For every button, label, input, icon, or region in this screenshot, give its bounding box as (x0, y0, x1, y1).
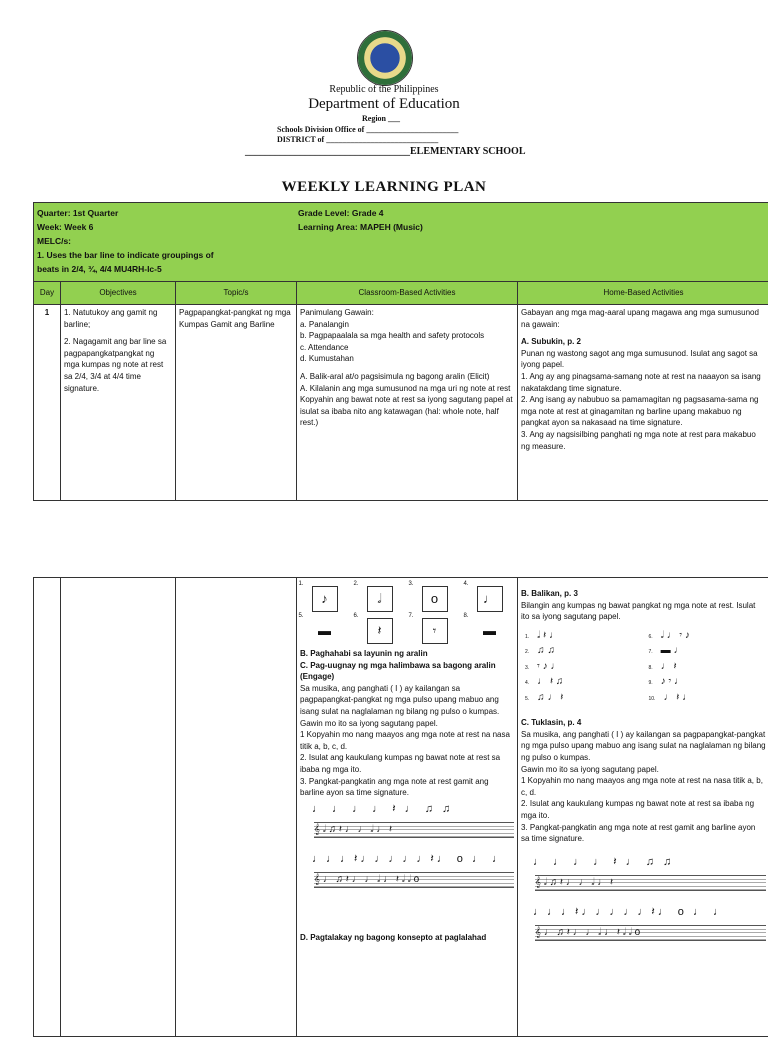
column-header-row (34, 282, 768, 305)
class-line: A. Balik-aral at/o pagsisimula ng bagong aralin (Elicit) (300, 371, 514, 383)
topic-cell-empty (176, 578, 297, 1037)
rhythm-a-figure: ♩ ♩ ♩ ♩ 𝄽 ♩ ♫ ♫ (312, 802, 514, 818)
col-day: Day (34, 282, 61, 305)
home-p4: 2. Isulat ang kaukulang kumpas ng bawat note at rest sa ibaba ng mga ito. (521, 798, 766, 821)
col-home: Home-Based Activities (518, 282, 768, 305)
class-c: C. Pag-uugnay ng mga halimbawa sa bagong aralin (Engage) (300, 660, 514, 683)
home-cell (518, 305, 768, 501)
whole-note-icon: 3. o (422, 586, 448, 612)
home-line: 2. Ang isang ay nabubuo sa pamamagitan ng pagsasama-sama ng mga note at rest at ginagamitan ng barline upang makabuo ng pangkat ayon sa nakasaad na time signature. (521, 394, 766, 429)
staff-d-figure: 𝄞 ♩ ♫ 𝄽 ♩ ♩ 𝅗𝅥 ♩ 𝄽 𝅗𝅥 𝅗𝅥 o (314, 872, 514, 888)
home-line: 1. Ang ay ang pinagsama-samang note at rest na naaayon sa isang nakatakdang time signature. (521, 371, 766, 394)
class-line: b. Pagpapaalala sa mga health and safety protocols (300, 330, 514, 342)
class-line: Panimulang Gawain: (300, 307, 514, 319)
home-p3: 1 Kopyahin mo nang maayos ang mga note at rest na nasa titik a, b, c, d. (521, 775, 766, 798)
department-line: Department of Education (0, 96, 768, 113)
home-line: Punan ng wastong sagot ang mga sumusunod. Isulat ang sagot sa iyong papel. (521, 348, 766, 371)
melc-item-cont: beats in 2/4, ¾, 4/4 MU4RH-Ic-5 (37, 262, 214, 276)
class-b: B. Paghahabi sa layunin ng aralin (300, 648, 514, 660)
deped-seal-logo (357, 30, 413, 86)
rhythm-a-figure: ♩ ♩ ♩ ♩ 𝄽 ♩ ♫ ♫ (533, 855, 766, 871)
home-cell (518, 578, 768, 1037)
district-line: DISTRICT of ____________________________ (277, 135, 438, 144)
grade-label: Grade Level: Grade 4 (298, 206, 423, 220)
objective-1: 1. Natutukoy ang gamit ng barline; (64, 307, 172, 330)
objectives-cell-empty (61, 578, 176, 1037)
home-b: B. Balikan, p. 3 (521, 588, 766, 600)
class-p3: 1 Kopyahin mo nang maayos ang mga note at rest na nasa titik a, b, c, d. (300, 729, 514, 752)
home-p5: 3. Pangkat-pangkatin ang mga note at rest gamit ang barline ayon sa time signature. (521, 822, 766, 845)
plan-table-page2 (33, 577, 768, 1037)
col-objectives: Objectives (61, 282, 176, 305)
quarter-rest-icon: 6. 𝄽 (367, 618, 393, 644)
note-rest-figure (302, 586, 512, 644)
staff-b-figure: 𝄞 𝅗𝅥 ♫ 𝄽 ♩ ♩ 𝅗𝅥 ♩ 𝄽 (314, 822, 514, 838)
info-right (298, 206, 423, 234)
class-line: c. Attendance (300, 342, 514, 354)
melc-label: MELC/s: (37, 234, 214, 248)
half-rest-icon: 8. ▬ (478, 619, 502, 643)
classroom-cell (297, 578, 518, 1037)
col-topics: Topic/s (176, 282, 297, 305)
info-left (37, 206, 214, 276)
staff-d-figure: 𝄞 ♩ ♫ 𝄽 ♩ ♩ 𝅗𝅥 ♩ 𝄽 𝅗𝅥 𝅗𝅥 o (535, 925, 766, 941)
home-c: C. Tuklasin, p. 4 (521, 717, 766, 729)
staff-b-figure: 𝄞 𝅗𝅥 ♫ 𝄽 ♩ ♩ 𝅗𝅥 ♩ 𝄽 (535, 875, 766, 891)
class-line: A. Kilalanin ang mga sumusunod na mga uri ng note at rest Kopyahin ang bawat note at rest sa iyong sagutang papel at isulat sa ibaba nito ang katawagan (hal: whole note, half rest.) (300, 383, 514, 429)
division-line: Schools Division Office of _______________________ (277, 125, 458, 134)
eighth-rest-icon: 7. 𝄾 (422, 618, 448, 644)
day-cell-empty (34, 578, 61, 1037)
class-p1: Sa musika, ang panghati ( I ) ay kailangan sa pagpapangkat-pangkat ng mga pulso upang mabuo ang isang sulat na naglalaman ng bilang ng pulso o kumpas. (300, 683, 514, 718)
objectives-cell (61, 305, 176, 501)
home-line: 3. Ang ay nagsisilbing panghati ng mga note at rest para makabuo ng measure. (521, 429, 766, 452)
rhythm-c-figure: ♩♩♩𝄽♩♩♩♩♩𝄽♩ o ♩ ♩ (533, 905, 766, 921)
table-row (34, 305, 768, 501)
area-label: Learning Area: MAPEH (Music) (298, 220, 423, 234)
week-label: Week: Week 6 (37, 220, 214, 234)
count-figure: 1. 𝅗𝅥 𝄽 ♩ 6. 𝅗𝅥 ♩ 𝄾 ♪ 2. ♫ ♫ 7. ▬ ♩ 3. 𝄾 ♪ ♩ 8. ♩ 𝄽 4. ♩ 𝄽 ♫ 9. ♪ 𝄾 ♩ 5. ♫ ♩ 𝄽 10. ♩ 𝄽 ♩ (525, 629, 762, 706)
half-note-icon: 2. 𝅗𝅥 (367, 586, 393, 612)
document-title: WEEKLY LEARNING PLAN (0, 179, 768, 196)
topic-cell: Pagpapangkat-pangkat ng mga Kumpas Gamit ang Barline (176, 305, 297, 501)
classroom-cell (297, 305, 518, 501)
objective-2: 2. Nagagamit ang bar line sa pagpapangkatpangkat ng mga kumpas ng note at rest sa 2/4, 3/4 at 4/4 time signature. (64, 336, 172, 394)
class-p2: Gawin mo ito sa iyong sagutang papel. (300, 718, 514, 730)
eighth-note-icon: 1. ♪ (312, 586, 338, 612)
quarter-note-icon: 4. ♩ (477, 586, 503, 612)
whole-rest-icon: 5. ▬ (313, 619, 337, 643)
school-line: _________________________________ELEMENTARY SCHOOL (245, 146, 526, 157)
class-p5: 3. Pangkat-pangkatin ang mga note at rest gamit ang barline ayon sa time signature. (300, 776, 514, 799)
home-b1: Bilangin ang kumpas ng bawat pangkat ng mga note at rest. Isulat ito sa iyong sagutang papel. (521, 600, 766, 623)
home-line: A. Subukin, p. 2 (521, 336, 766, 348)
melc-item: 1. Uses the bar line to indicate groupings of (37, 248, 214, 262)
quarter-label: Quarter: 1st Quarter (37, 206, 214, 220)
class-d: D. Pagtalakay ng bagong konsepto at paglalahad (300, 932, 514, 944)
table-row (34, 578, 768, 1037)
col-classroom: Classroom-Based Activities (297, 282, 518, 305)
republic-line: Republic of the Philippines (0, 84, 768, 95)
class-line: d. Kumustahan (300, 353, 514, 365)
region-line: Region ___ (362, 114, 400, 123)
day-cell: 1 (34, 305, 61, 501)
class-p4: 2. Isulat ang kaukulang kumpas ng bawat note at rest sa ibaba ng mga ito. (300, 752, 514, 775)
rhythm-c-figure: ♩♩♩𝄽♩♩♩♩♩𝄽♩ o ♩ ♩ (312, 852, 514, 868)
home-line: Gabayan ang mga mag-aaral upang magawa ang mga sumusunod na gawain: (521, 307, 766, 330)
home-p1: Sa musika, ang panghati ( I ) ay kailangan sa pagpapangkat-pangkat ng mga pulso upang mabuo ang isang sulat na naglalaman ng bilang ng pulso o kumpas. (521, 729, 766, 764)
class-line: a. Panalangin (300, 319, 514, 331)
home-p2: Gawin mo ito sa iyong sagutang papel. (521, 764, 766, 776)
